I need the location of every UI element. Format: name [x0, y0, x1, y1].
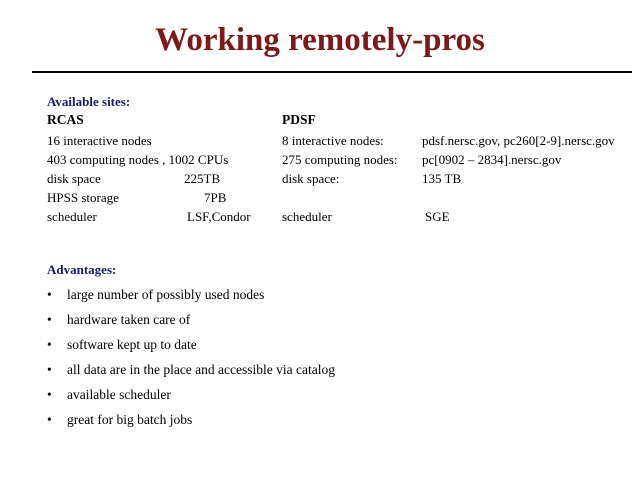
pdsf-row-computing [282, 150, 637, 169]
pdsf-column [282, 112, 637, 226]
list-item [47, 360, 335, 385]
advantage-text: all data are in the place and accessible via catalog [67, 362, 335, 377]
rcas-row-scheduler [47, 207, 277, 226]
bullet-icon: • [47, 362, 52, 377]
list-item [47, 285, 335, 310]
pdsf-key: disk space: [282, 171, 340, 186]
advantages-heading: Advantages: [47, 262, 117, 277]
pdsf-value: pc[0902 – 2834].nersc.gov [422, 152, 562, 167]
rcas-key: disk space [47, 171, 101, 186]
rcas-heading: RCAS [47, 112, 84, 127]
pdsf-value: 135 TB [422, 171, 462, 186]
pdsf-heading: PDSF [282, 112, 316, 127]
list-item [47, 410, 335, 435]
bullet-icon: • [47, 387, 52, 402]
slide-title: Working remotely-pros [155, 22, 485, 58]
rcas-row-disk [47, 169, 277, 188]
advantages-list [47, 285, 335, 435]
rcas-value: 7PB [204, 190, 227, 205]
available-sites-heading: Available sites: [47, 94, 131, 109]
pdsf-value: SGE [425, 209, 450, 224]
list-item [47, 335, 335, 360]
list-item [47, 310, 335, 335]
advantage-text: hardware taken care of [67, 312, 191, 327]
pdsf-key: 8 interactive nodes: [282, 133, 384, 148]
list-item [47, 385, 335, 410]
pdsf-key: 275 computing nodes: [282, 152, 398, 167]
rcas-row-hpss [47, 188, 277, 207]
pdsf-row-blank [282, 188, 637, 207]
advantage-text: available scheduler [67, 387, 171, 402]
advantage-text: large number of possibly used nodes [67, 287, 265, 302]
rcas-key: scheduler [47, 209, 97, 224]
rcas-key: HPSS storage [47, 190, 119, 205]
advantage-text: software kept up to date [67, 337, 197, 352]
pdsf-row-interactive [282, 131, 637, 150]
bullet-icon: • [47, 312, 52, 327]
pdsf-value: pdsf.nersc.gov, pc260[2-9].nersc.gov [422, 133, 615, 148]
title-divider [32, 71, 632, 73]
bullet-icon: • [47, 287, 52, 302]
rcas-key: 403 computing nodes , 1002 CPUs [47, 152, 229, 167]
pdsf-key: scheduler [282, 209, 332, 224]
bullet-icon: • [47, 412, 52, 427]
rcas-key: 16 interactive nodes [47, 133, 152, 148]
pdsf-row-disk [282, 169, 637, 188]
rcas-value: LSF,Condor [187, 209, 251, 224]
rcas-row-computing [47, 150, 277, 169]
rcas-value: 225TB [184, 171, 221, 186]
bullet-icon: • [47, 337, 52, 352]
rcas-row-interactive [47, 131, 277, 150]
pdsf-row-scheduler [282, 207, 637, 226]
advantage-text: great for big batch jobs [67, 412, 193, 427]
rcas-column [47, 112, 277, 226]
